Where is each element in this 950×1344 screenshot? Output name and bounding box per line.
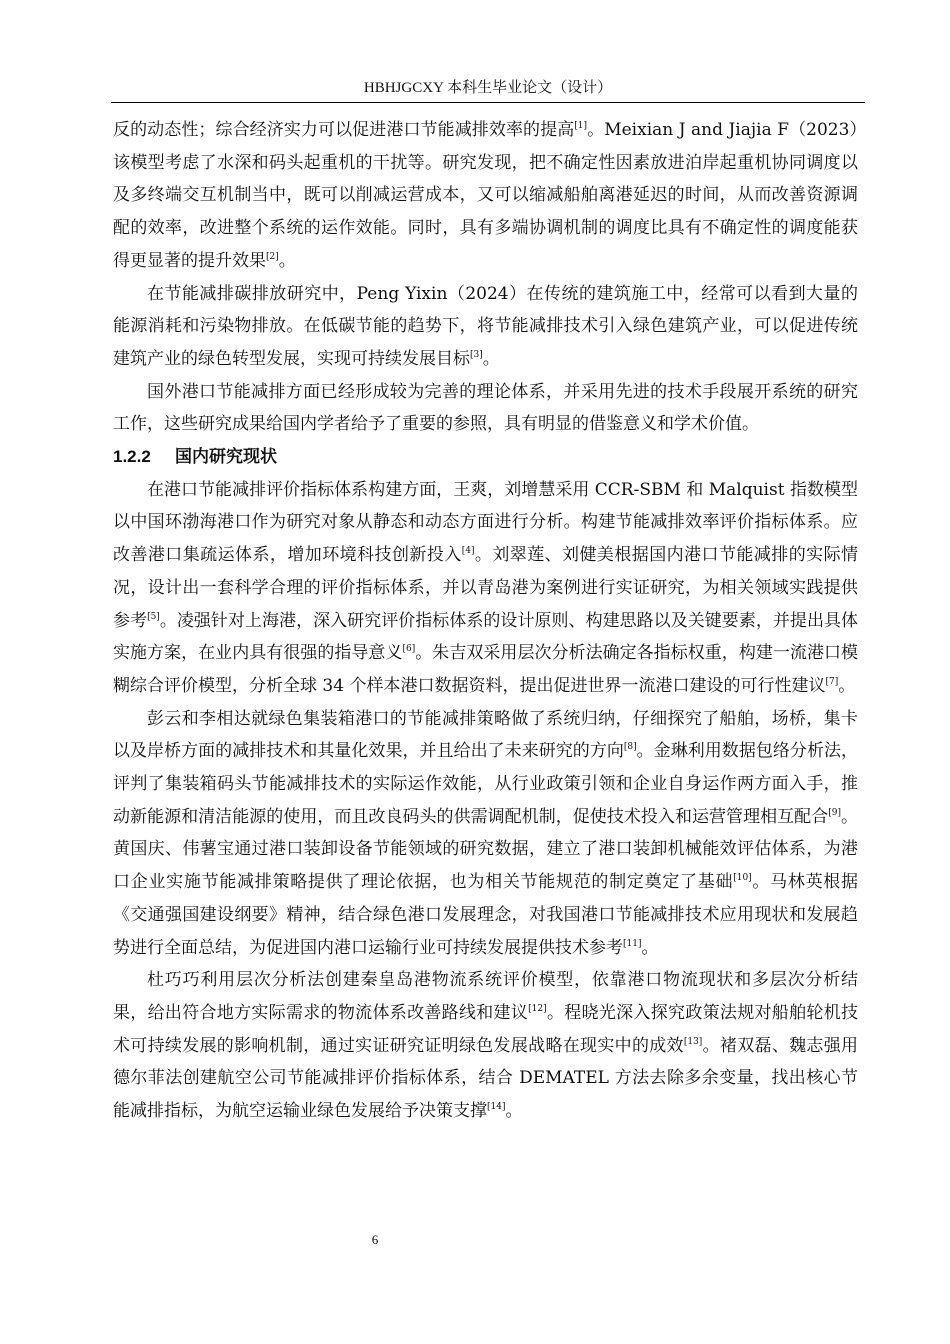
citation-ref: [4] xyxy=(461,546,475,557)
body-text xyxy=(113,114,858,1128)
page-header: HBHJGCXY 本科生毕业论文（设计） xyxy=(363,80,613,96)
citation-ref: [14] xyxy=(487,1102,506,1113)
citation-ref: [8] xyxy=(623,742,637,753)
paragraph: 在港口节能减排评价指标体系构建方面，王爽，刘增慧采用 CCR-SBM 和 Malquist 指数模型以中国环渤海港口作为研究对象从静态和动态方面进行分析。构建节能减排效率评价指标体系。应改善港口集疏运体系，增加环境科技创新投入[4]。刘翠莲、刘健美根据国内港口节能减排的实际情况，设计出一套科学合理的评价指标体系，并以青岛港为案例进行实证研究，为相关领域实践提供参考[5]。凌强针对上海港，深入研究评价指标体系的设计原则、构建思路以及关键要素，并提出具体实施方案，在业内具有很强的指导意义[6]。朱吉双采用层次分析法确定各指标权重，构建一流港口模糊综合评价模型，分析全球 34 个样本港口数据资料，提出促进世界一流港口建设的可行性建议[7]。 xyxy=(113,479,859,696)
citation-ref: [3] xyxy=(470,349,483,360)
section-number: 1.2.2 xyxy=(113,447,151,467)
citation-ref: [10] xyxy=(733,873,752,884)
citation-ref: [1] xyxy=(574,121,588,131)
paragraph: 在节能减排碳排放研究中，Peng Yixin（2024）在传统的建筑施工中，经常可以看到大量的能源消耗和污染物排放。在低碳节能的趋势下，将节能减排技术引入绿色建筑产业，可以促进传统建筑产业的绿色转型发展，实现可持续发展目标[3]。 xyxy=(113,283,858,369)
paragraph: 反的动态性；综合经济实力可以促进港口节能减排效率的提高[1]。Meixian J and Jiajia F（2023）该模型考虑了水深和码头起重机的干扰等。研究发现，把不确定性因素放进泊岸起重机协同调度以及多终端交互机制当中，既可以削减运营成本，又可以缩减船舶离港延迟的时间，从而改善资源调配的效率，改进整个系统的运作效能。同时，具有多端协调机制的调度比具有不确定性的调度能获得更显著的提升效果[2]。 xyxy=(113,120,859,271)
paragraph: 杜巧巧利用层次分析法创建秦皇岛港物流系统评价模型，依靠港口物流现状和多层次分析结果，给出符合地方实际需求的物流体系改善路线和建议[12]。程晓光深入探究政策法规对船舶轮机技术可持续发展的影响机制，通过实证研究证明绿色发展战略在现实中的成效[13]。褚双磊、魏志强用德尔菲法创建航空公司节能减排评价指标体系，结合 DEMATEL 方法去除多余变量，找出核心节能减排指标，为航空运输业绿色发展给予决策支撑[14]。 xyxy=(113,970,859,1122)
citation-ref: [9] xyxy=(828,807,841,818)
paragraph: 国外港口节能减排方面已经形成较为完善的理论体系，并采用先进的技术手段展开系统的研究工作，这些研究成果给国内学者给予了重要的参照，具有明显的借鉴意义和学术价值。 xyxy=(113,381,858,435)
citation-ref: [2] xyxy=(266,251,279,262)
section-title: 国内研究现状 xyxy=(175,447,277,468)
citation-ref: [5] xyxy=(147,611,160,622)
page-number: 6 xyxy=(371,1232,379,1247)
citation-ref: [12] xyxy=(528,1003,547,1014)
header-rule xyxy=(111,102,865,103)
citation-ref: [11] xyxy=(623,938,642,949)
citation-ref: [7] xyxy=(825,676,839,687)
citation-ref: [6] xyxy=(402,644,416,655)
paragraph: 彭云和李相达就绿色集装箱港口的节能减排策略做了系统归纳，仔细探究了船舶，场桥，集卡以及岸桥方面的减排技术和其量化效果，并且给出了未来研究的方向[8]。金琳利用数据包络分析法，评判了集装箱码头节能减排技术的实际运作效能，从行业政策引领和企业自身运作两方面入手，推动新能源和清洁能源的使用，而且改良码头的供需调配机制，促使技术投入和运营管理相互配合[9]。 黄国庆、伟薯宝通过港口装卸设备节能领域的研究数据，建立了港口装卸机械能效评估体系，为港口企业实施节能减排策略提供了理论依据，也为相关节能规范的制定奠定了基础[10]。马林英根据《交通强国建设纲要》精神，结合绿色港口发展理念，对我国港口节能减排技术应用现状和发展趋势进行全面总结，为促进国内港口运输行业可持续发展提供技术参考[11]。 xyxy=(113,708,859,958)
section-heading xyxy=(113,441,858,474)
citation-ref: [13] xyxy=(683,1036,703,1047)
